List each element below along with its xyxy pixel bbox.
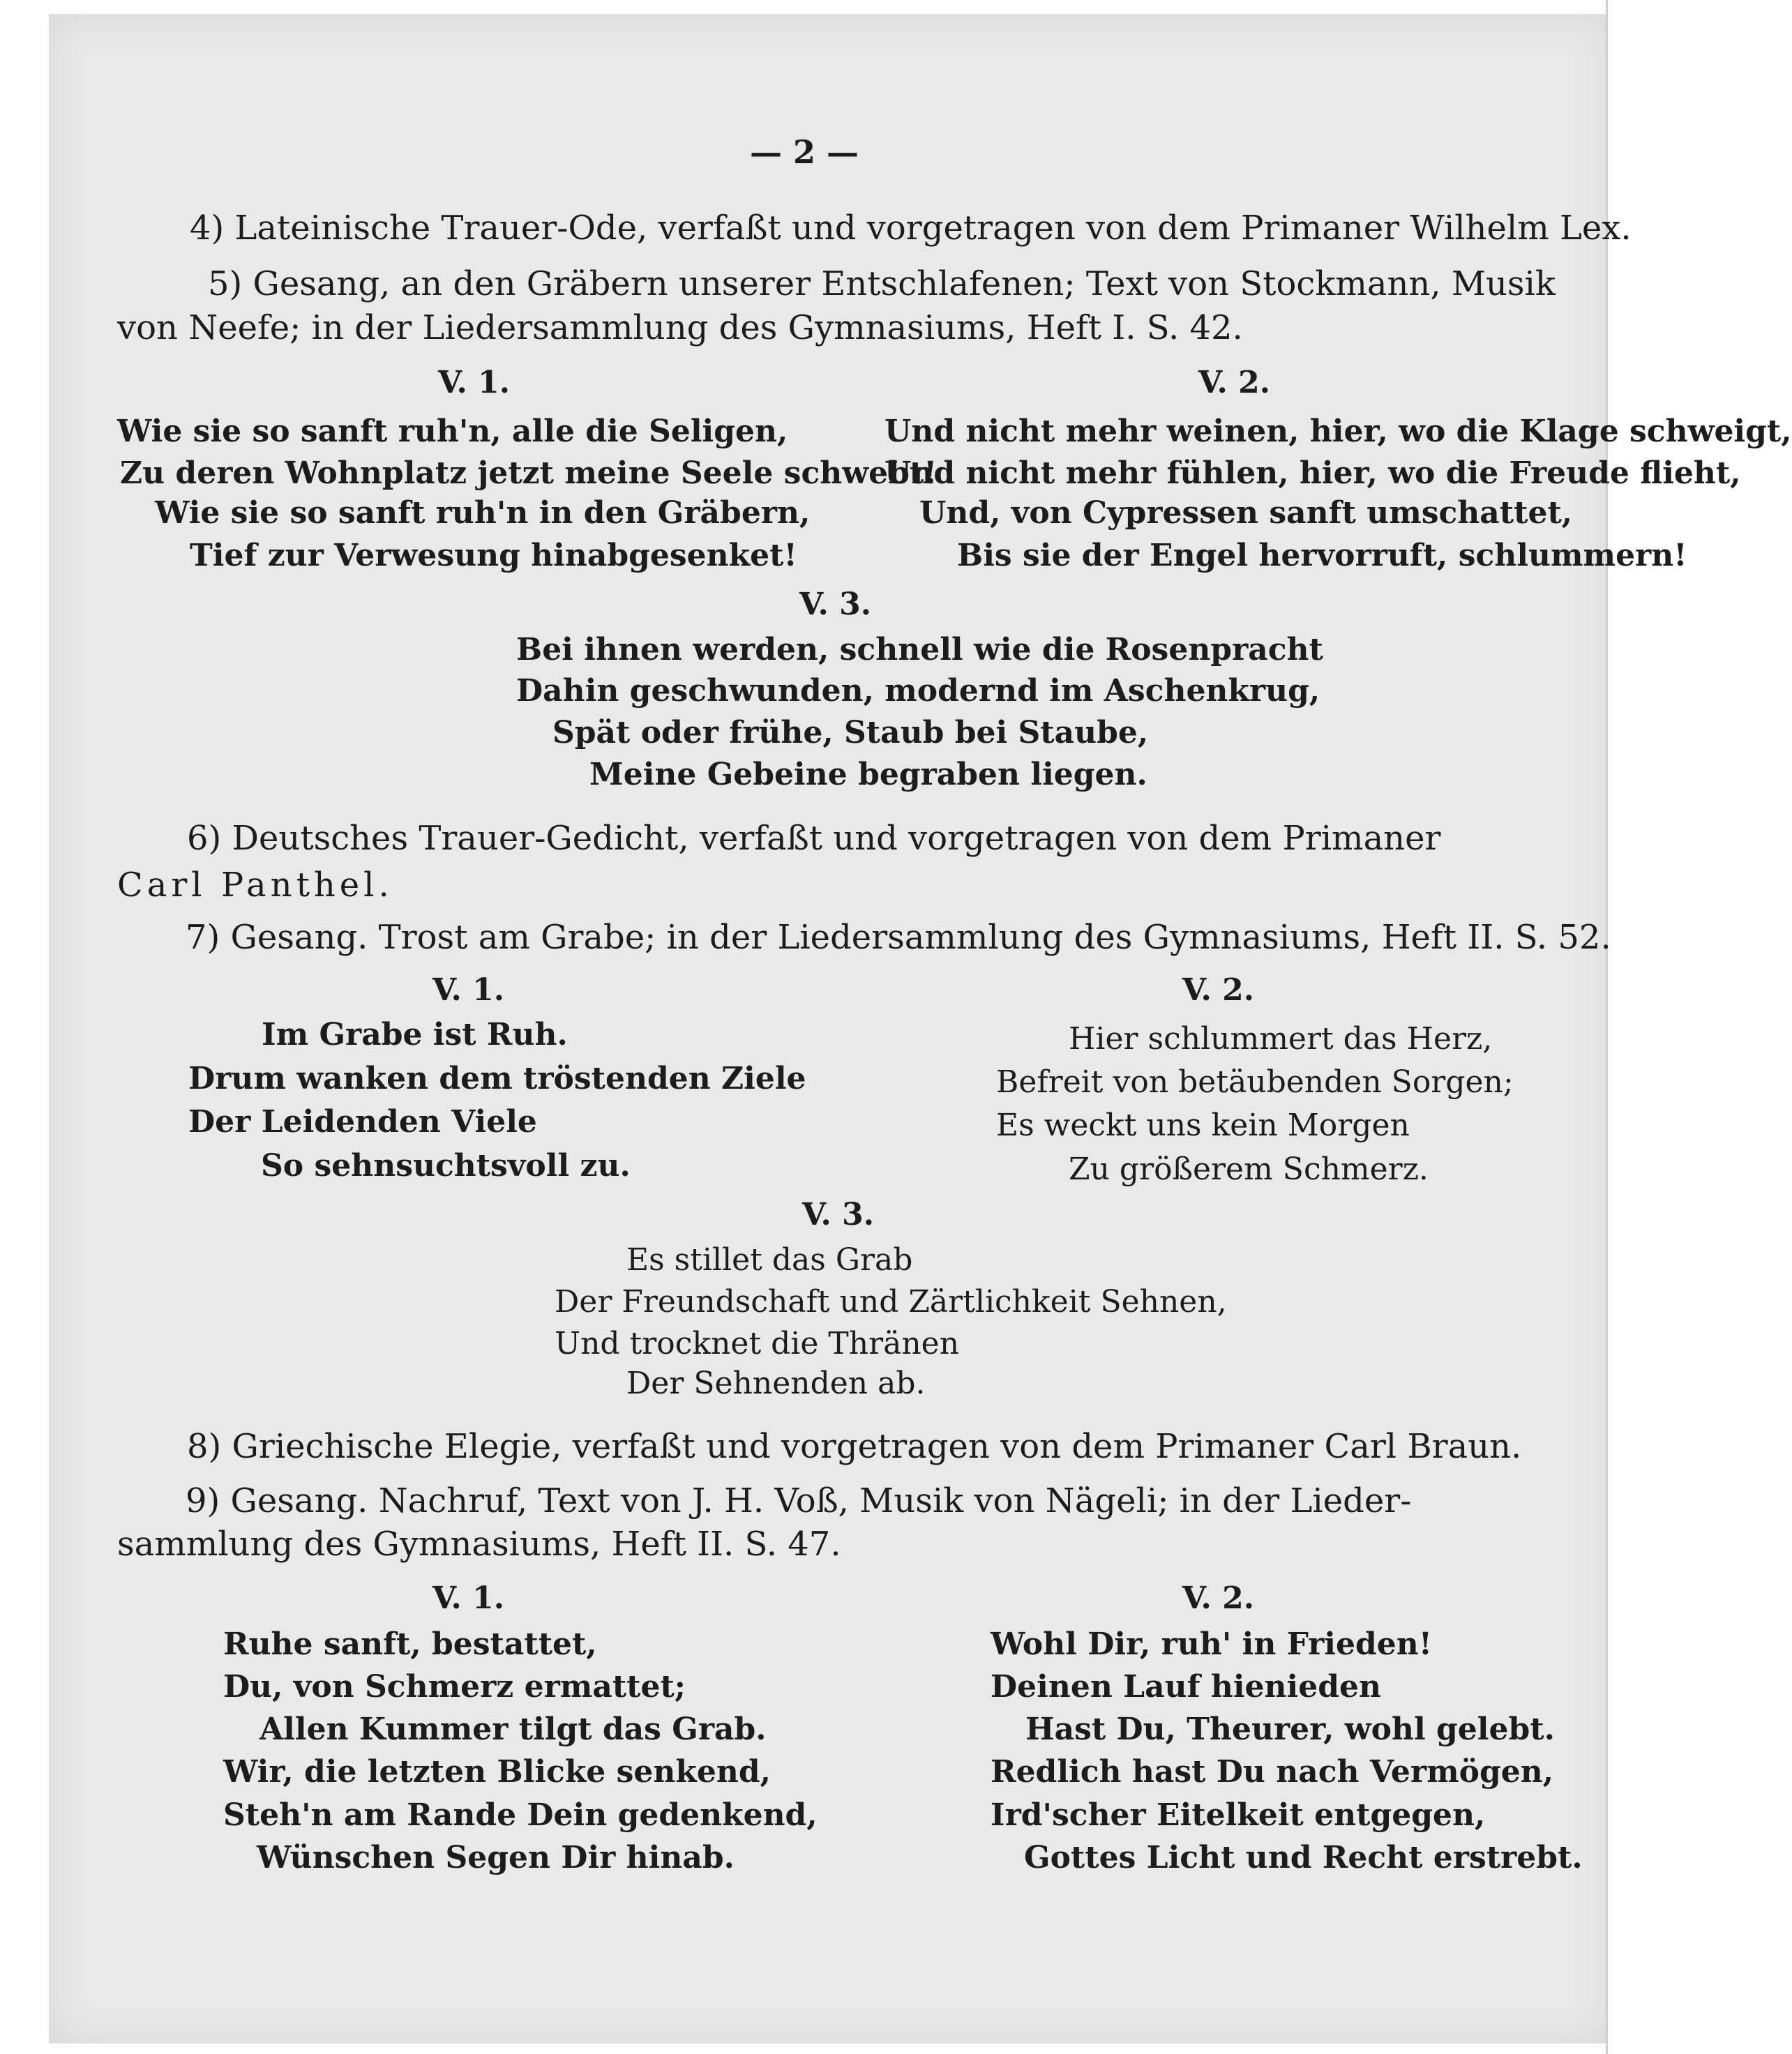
song7-v3-line: Der Sehnenden ab.: [626, 1366, 926, 1401]
song9-v2-line: Gottes Licht und Recht erstrebt.: [1024, 1840, 1583, 1875]
song7-v1-line: Im Grabe ist Ruh.: [262, 1017, 568, 1052]
song5-v1-line: Wie sie so sanft ruh'n, alle die Seligen,: [117, 414, 788, 449]
song5-v2-line: Bis sie der Engel hervorruft, schlummern!: [957, 538, 1687, 573]
item-6-line-1: 6) Deutsches Trauer-Gedicht, verfaßt und vorgetragen von dem Primaner: [187, 819, 1441, 858]
song5-v2-line: Und nicht mehr fühlen, hier, wo die Freude flieht,: [884, 455, 1741, 491]
song7-v3-line: Es stillet das Grab: [626, 1242, 913, 1278]
song5-v1-line: Tief zur Verwesung hinabgesenket!: [190, 538, 797, 573]
page-number: — 2 —: [750, 133, 859, 171]
item-6-line-2: Carl Panthel.: [117, 866, 393, 905]
song5-v1-line: Zu deren Wohnplatz jetzt meine Seele schwebt!: [120, 455, 938, 491]
song9-v2-line: Wohl Dir, ruh' in Frieden!: [991, 1626, 1433, 1662]
song9-v1-line: Allen Kummer tilgt das Grab.: [259, 1712, 767, 1747]
song7-v1-line: So sehnsuchtsvoll zu.: [261, 1148, 631, 1184]
song5-v3-label: V. 3.: [799, 587, 872, 622]
song9-v2-line: Deinen Lauf hienieden: [991, 1669, 1381, 1705]
item-9-line-2: sammlung des Gymnasiums, Heft II. S. 47.: [117, 1525, 841, 1564]
item-8: 8) Griechische Elegie, verfaßt und vorgetragen von dem Primaner Carl Braun.: [187, 1427, 1522, 1466]
song7-v2-line: Zu größerem Schmerz.: [1069, 1151, 1429, 1187]
song5-v3-line: Spät oder frühe, Staub bei Staube,: [552, 715, 1149, 750]
song7-v1-line: Drum wanken dem tröstenden Ziele: [188, 1061, 806, 1096]
song7-v1-label: V. 1.: [432, 972, 505, 1008]
page-edge: [1606, 0, 1642, 2054]
song9-v2-line: Ird'scher Eitelkeit entgegen,: [991, 1797, 1486, 1833]
song5-v2-line: Und, von Cypressen sanft umschattet,: [919, 495, 1573, 531]
song7-v3-line: Und trocknet die Thränen: [555, 1326, 960, 1361]
item-5-line-1: 5) Gesang, an den Gräbern unserer Entschlafenen; Text von Stockmann, Musik: [208, 264, 1556, 303]
item-9-line-1: 9) Gesang. Nachruf, Text von J. H. Voß, Musik von Nägeli; in der Lieder-: [186, 1481, 1412, 1520]
song9-v1-line: Wünschen Segen Dir hinab.: [257, 1840, 735, 1875]
song5-v2-label: V. 2.: [1198, 365, 1271, 400]
song7-v1-line: Der Leidenden Viele: [188, 1104, 537, 1140]
item-7-line-1: 7) Gesang. Trost am Grabe; in der Liedersammlung des Gymnasiums, Heft II. S. 52.: [186, 918, 1611, 957]
song7-v3-line: Der Freundschaft und Zärtlichkeit Sehnen,: [555, 1284, 1227, 1320]
song9-v2-line: Redlich hast Du nach Vermögen,: [991, 1754, 1554, 1790]
song7-v2-label: V. 2.: [1182, 972, 1255, 1008]
song5-v1-line: Wie sie so sanft ruh'n in den Gräbern,: [155, 495, 811, 531]
song7-v2-line: Es weckt uns kein Morgen: [996, 1108, 1410, 1143]
item-4: 4) Lateinische Trauer-Ode, verfaßt und vorgetragen von dem Primaner Wilhelm Lex.: [190, 209, 1632, 248]
song9-v1-line: Wir, die letzten Blicke senkend,: [223, 1754, 771, 1790]
song5-v3-line: Dahin geschwunden, modernd im Aschenkrug,: [516, 673, 1320, 709]
song7-v3-label: V. 3.: [802, 1197, 875, 1232]
song9-v1-label: V. 1.: [432, 1580, 505, 1616]
song9-v2-line: Hast Du, Theurer, wohl gelebt.: [1025, 1712, 1555, 1747]
item-5-line-2: von Neefe; in der Liedersammlung des Gymnasiums, Heft I. S. 42.: [117, 308, 1243, 347]
song9-v1-line: Du, von Schmerz ermattet;: [223, 1669, 686, 1705]
song9-v1-line: Steh'n am Rande Dein gedenkend,: [223, 1797, 818, 1833]
song5-v3-line: Bei ihnen werden, schnell wie die Rosenpracht: [516, 632, 1323, 667]
song5-v2-line: Und nicht mehr weinen, hier, wo die Klage schweigt,: [884, 414, 1792, 449]
song7-v2-line: Befreit von betäubenden Sorgen;: [996, 1064, 1514, 1100]
song7-v2-line: Hier schlummert das Herz,: [1069, 1021, 1493, 1057]
song9-v2-label: V. 2.: [1182, 1580, 1255, 1616]
song9-v1-line: Ruhe sanft, bestattet,: [223, 1626, 597, 1662]
song5-v3-line: Meine Gebeine begraben liegen.: [589, 757, 1147, 792]
song5-v1-label: V. 1.: [438, 365, 511, 400]
